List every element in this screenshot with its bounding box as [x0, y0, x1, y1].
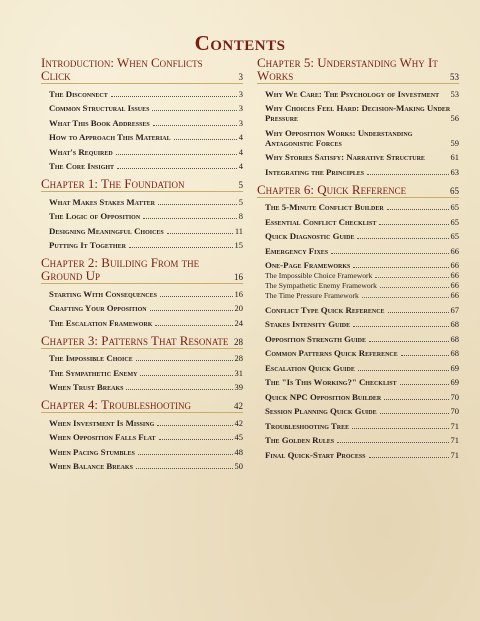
entry-title: What Makes Stakes Matter [49, 196, 155, 207]
dot-leader [174, 139, 237, 140]
toc-entry[interactable] [49, 226, 243, 236]
entry-page-number: 68 [450, 319, 459, 329]
entry-page-number: 69 [450, 377, 459, 387]
entry-page-number: 3 [238, 117, 243, 128]
entry-title: The "Is This Working?" Checklist [265, 377, 397, 387]
dot-leader [369, 341, 449, 342]
entry-title: The Disconnect [49, 88, 108, 99]
dot-leader [337, 442, 448, 443]
entry-page-number: 20 [234, 303, 243, 313]
dot-leader [380, 287, 449, 288]
toc-entry[interactable] [265, 246, 459, 256]
entry-page-number: 53 [450, 88, 459, 99]
entry-page-number: 59 [450, 137, 459, 148]
entry-title: Session Planning Quick Guide [265, 406, 377, 416]
toc-entry[interactable] [265, 363, 459, 373]
toc-entry[interactable] [49, 353, 243, 363]
chapter-heading[interactable] [41, 334, 243, 349]
dot-leader [369, 457, 449, 458]
entry-title: Why Opposition Works: Understanding Antagonistic Forces [265, 127, 413, 148]
entry-title: The 5-Minute Conflict Builder [265, 202, 384, 212]
entry-title: When Pacing Stumbles [49, 446, 135, 457]
toc-entry[interactable] [49, 318, 243, 328]
entry-page-number: 65 [450, 202, 459, 212]
dot-leader [353, 326, 448, 327]
entry-page-number: 67 [450, 304, 459, 315]
toc-entry[interactable] [49, 447, 243, 457]
toc-subentry[interactable] [265, 281, 459, 290]
entry-page-number: 69 [450, 362, 459, 373]
toc-entry[interactable] [265, 392, 459, 402]
chapter-page-number: 3 [238, 72, 243, 82]
entry-title: What's Required [49, 146, 113, 157]
toc-entry[interactable] [265, 167, 459, 177]
entry-page-number: 42 [234, 417, 243, 428]
chapter-heading[interactable] [41, 56, 243, 84]
entry-page-number: 71 [450, 420, 459, 431]
toc-column-left [41, 54, 243, 471]
chapter-title: Chapter 3: Patterns That Resonate [41, 332, 229, 348]
dot-leader [157, 425, 232, 426]
entry-title: Final Quick-Start Process [265, 449, 366, 460]
chapter-heading[interactable] [41, 177, 243, 192]
toc-entry[interactable] [49, 103, 243, 113]
entry-title: How to Approach This Material [49, 132, 171, 142]
dot-leader [380, 413, 449, 414]
entry-page-number: 24 [234, 317, 243, 328]
page-title: Contents [194, 31, 286, 55]
toc-entry[interactable] [265, 103, 459, 123]
toc-entry[interactable] [49, 147, 243, 157]
entry-page-number: 39 [234, 382, 243, 392]
entry-page-number: 3 [238, 103, 243, 113]
toc-entry[interactable] [265, 421, 459, 431]
toc-entry[interactable] [265, 348, 459, 358]
chapter-heading[interactable] [257, 56, 459, 84]
entry-page-number: 4 [238, 161, 243, 171]
entry-title: Designing Meaningful Choices [49, 225, 164, 236]
dot-leader [159, 439, 233, 440]
toc-entry[interactable] [265, 305, 459, 315]
toc-entry[interactable] [265, 450, 459, 460]
entry-page-number: 66 [450, 245, 459, 256]
dot-leader [140, 375, 232, 376]
chapter-title: Chapter 1: The Foundation [41, 176, 185, 191]
entry-page-number: 68 [450, 333, 459, 344]
toc-entry[interactable] [265, 435, 459, 445]
dot-leader [160, 296, 233, 297]
subentry-title: The Time Pressure Framework [265, 291, 359, 300]
entry-title: Opposition Strength Guide [265, 333, 366, 344]
dot-leader [117, 168, 237, 169]
subentry-title: The Impossible Choice Framework [265, 271, 373, 280]
entry-page-number: 70 [450, 406, 459, 416]
entry-page-number: 8 [238, 211, 243, 221]
entry-page-number: 65 [450, 216, 459, 227]
dot-leader [129, 247, 233, 248]
entry-title: Emergency Fixes [265, 245, 329, 256]
dot-leader [367, 174, 448, 175]
chapter-title: Introduction: When Conflicts Click [41, 55, 203, 83]
toc-entry[interactable] [49, 303, 243, 313]
entry-title: Escalation Quick Guide [265, 362, 355, 373]
entry-title: When Opposition Falls Flat [49, 432, 156, 442]
toc-entry[interactable] [49, 382, 243, 392]
dot-leader [353, 267, 448, 268]
toc-entry[interactable] [265, 152, 459, 162]
toc-entry[interactable] [49, 368, 243, 378]
entry-page-number: 71 [450, 435, 459, 445]
entry-title: When Balance Breaks [49, 461, 133, 471]
entry-title: When Investment Is Missing [49, 417, 155, 428]
toc-subentry[interactable] [265, 271, 459, 280]
entry-title: Crafting Your Opposition [49, 303, 147, 313]
entry-page-number: 66 [450, 260, 459, 270]
dot-leader [331, 253, 448, 254]
entry-title: Integrating the Principles [265, 166, 365, 177]
dot-leader [400, 384, 449, 385]
entry-title: When Trust Breaks [49, 382, 124, 392]
subentry-page-number: 66 [450, 290, 459, 300]
toc-entry[interactable] [49, 418, 243, 428]
dot-leader [150, 310, 233, 311]
entry-page-number: 63 [450, 166, 459, 177]
chapter-heading[interactable] [257, 183, 459, 198]
dot-leader [387, 209, 449, 210]
chapter-title: Chapter 6: Quick Reference [257, 181, 407, 197]
toc-column-right [257, 54, 459, 460]
dot-leader [388, 312, 449, 313]
entry-page-number: 65 [450, 231, 459, 241]
dot-leader [136, 468, 233, 469]
entry-title: Why Choices Feel Hard: Decision-Making Under Pressure [265, 103, 451, 123]
toc-entry[interactable] [265, 128, 459, 148]
entry-page-number: 15 [234, 240, 243, 250]
dot-leader [352, 428, 448, 429]
chapter-page-number: 65 [450, 185, 459, 196]
subentry-title: The Sympathetic Enemy Framework [265, 281, 377, 290]
dot-leader [384, 399, 448, 400]
entry-page-number: 68 [450, 348, 459, 358]
subentry-page-number: 66 [450, 280, 459, 290]
entry-page-number: 71 [450, 449, 459, 460]
entry-page-number: 4 [238, 146, 243, 157]
subentry-page-number: 66 [450, 270, 459, 280]
dot-leader [153, 125, 237, 126]
entry-title: Common Patterns Quick Reference [265, 348, 398, 358]
toc-entry[interactable] [265, 202, 459, 212]
dot-leader [138, 454, 233, 455]
entry-title: Quick NPC Opposition Builder [265, 391, 382, 402]
toc-entry[interactable] [265, 231, 459, 241]
toc-entry[interactable] [265, 217, 459, 227]
entry-title: Essential Conflict Checklist [265, 216, 377, 227]
dot-leader [143, 218, 237, 219]
toc-entry[interactable] [49, 211, 243, 221]
toc-entry[interactable] [265, 260, 459, 270]
toc-entry[interactable] [49, 89, 243, 99]
toc-entry[interactable] [265, 377, 459, 387]
entry-page-number: 50 [234, 461, 243, 471]
entry-title: Common Structural Issues [49, 103, 150, 113]
chapter-page-number: 16 [234, 272, 243, 282]
entry-title: One-Page Frameworks [265, 260, 351, 270]
toc-entry[interactable] [265, 319, 459, 329]
entry-page-number: 56 [450, 113, 459, 123]
entry-page-number: 5 [238, 196, 243, 207]
chapter-heading[interactable] [41, 398, 243, 413]
toc-entry[interactable] [49, 461, 243, 471]
dot-leader [111, 96, 237, 97]
dot-leader [167, 233, 233, 234]
entry-page-number: 61 [450, 152, 459, 162]
entry-page-number: 28 [234, 353, 243, 363]
dot-leader [126, 389, 232, 390]
chapter-title: Chapter 4: Troubleshooting [41, 397, 191, 412]
entry-title: The Escalation Framework [49, 317, 153, 328]
dot-leader [357, 238, 448, 239]
dot-leader [379, 224, 448, 225]
toc-entry[interactable] [265, 334, 459, 344]
chapter-title: Chapter 2: Building From the Ground Up [41, 255, 200, 283]
entry-title: The Impossible Choice [49, 353, 133, 363]
entry-title: Quick Diagnostic Guide [265, 231, 355, 241]
toc-entry[interactable] [49, 161, 243, 171]
entry-page-number: 11 [234, 225, 243, 236]
entry-title: Stakes Intensity Guide [265, 319, 351, 329]
entry-page-number: 31 [234, 367, 243, 378]
entry-page-number: 3 [238, 88, 243, 99]
dot-leader [116, 154, 237, 155]
chapter-page-number: 53 [450, 72, 459, 82]
entry-title: Conflict Type Quick Reference [265, 304, 385, 315]
dot-leader [362, 297, 449, 298]
entry-title: Troubleshooting Tree [265, 420, 350, 431]
dot-leader [152, 110, 236, 111]
toc-entry[interactable] [49, 132, 243, 142]
entry-page-number: 45 [234, 432, 243, 442]
entry-title: Putting It Together [49, 240, 126, 250]
toc-entry[interactable] [49, 432, 243, 442]
toc-entry[interactable] [49, 240, 243, 250]
chapter-heading[interactable] [41, 256, 243, 284]
dot-leader [358, 370, 449, 371]
dot-leader [136, 360, 233, 361]
entry-title: The Golden Rules [265, 435, 335, 445]
entry-title: Why Stories Satisfy: Narrative Structure [265, 152, 425, 162]
chapter-title: Chapter 5: Understanding Why It Works [257, 55, 438, 83]
toc-entry[interactable] [49, 197, 243, 207]
entry-title: Starting With Consequences [49, 288, 157, 299]
entry-title: The Logic of Opposition [49, 211, 141, 221]
toc-entry[interactable] [49, 118, 243, 128]
chapter-page-number: 5 [238, 180, 243, 190]
entry-page-number: 48 [234, 446, 243, 457]
entry-page-number: 16 [234, 288, 243, 299]
dot-leader [401, 355, 449, 356]
entry-title: The Core Insight [49, 161, 115, 171]
dot-leader [155, 325, 232, 326]
dot-leader [158, 204, 237, 205]
chapter-page-number: 28 [234, 336, 243, 347]
entry-title: Why We Care: The Psychology of Investment [265, 88, 440, 99]
entry-page-number: 70 [450, 391, 459, 402]
chapter-page-number: 42 [234, 401, 243, 411]
dot-leader [375, 277, 448, 278]
toc-entry[interactable] [265, 406, 459, 416]
toc-entry[interactable] [49, 289, 243, 299]
entry-page-number: 4 [238, 132, 243, 142]
toc-entry[interactable] [265, 89, 459, 99]
toc-subentry[interactable] [265, 291, 459, 300]
entry-title: What This Book Addresses [49, 117, 150, 128]
entry-title: The Sympathetic Enemy [49, 367, 138, 378]
